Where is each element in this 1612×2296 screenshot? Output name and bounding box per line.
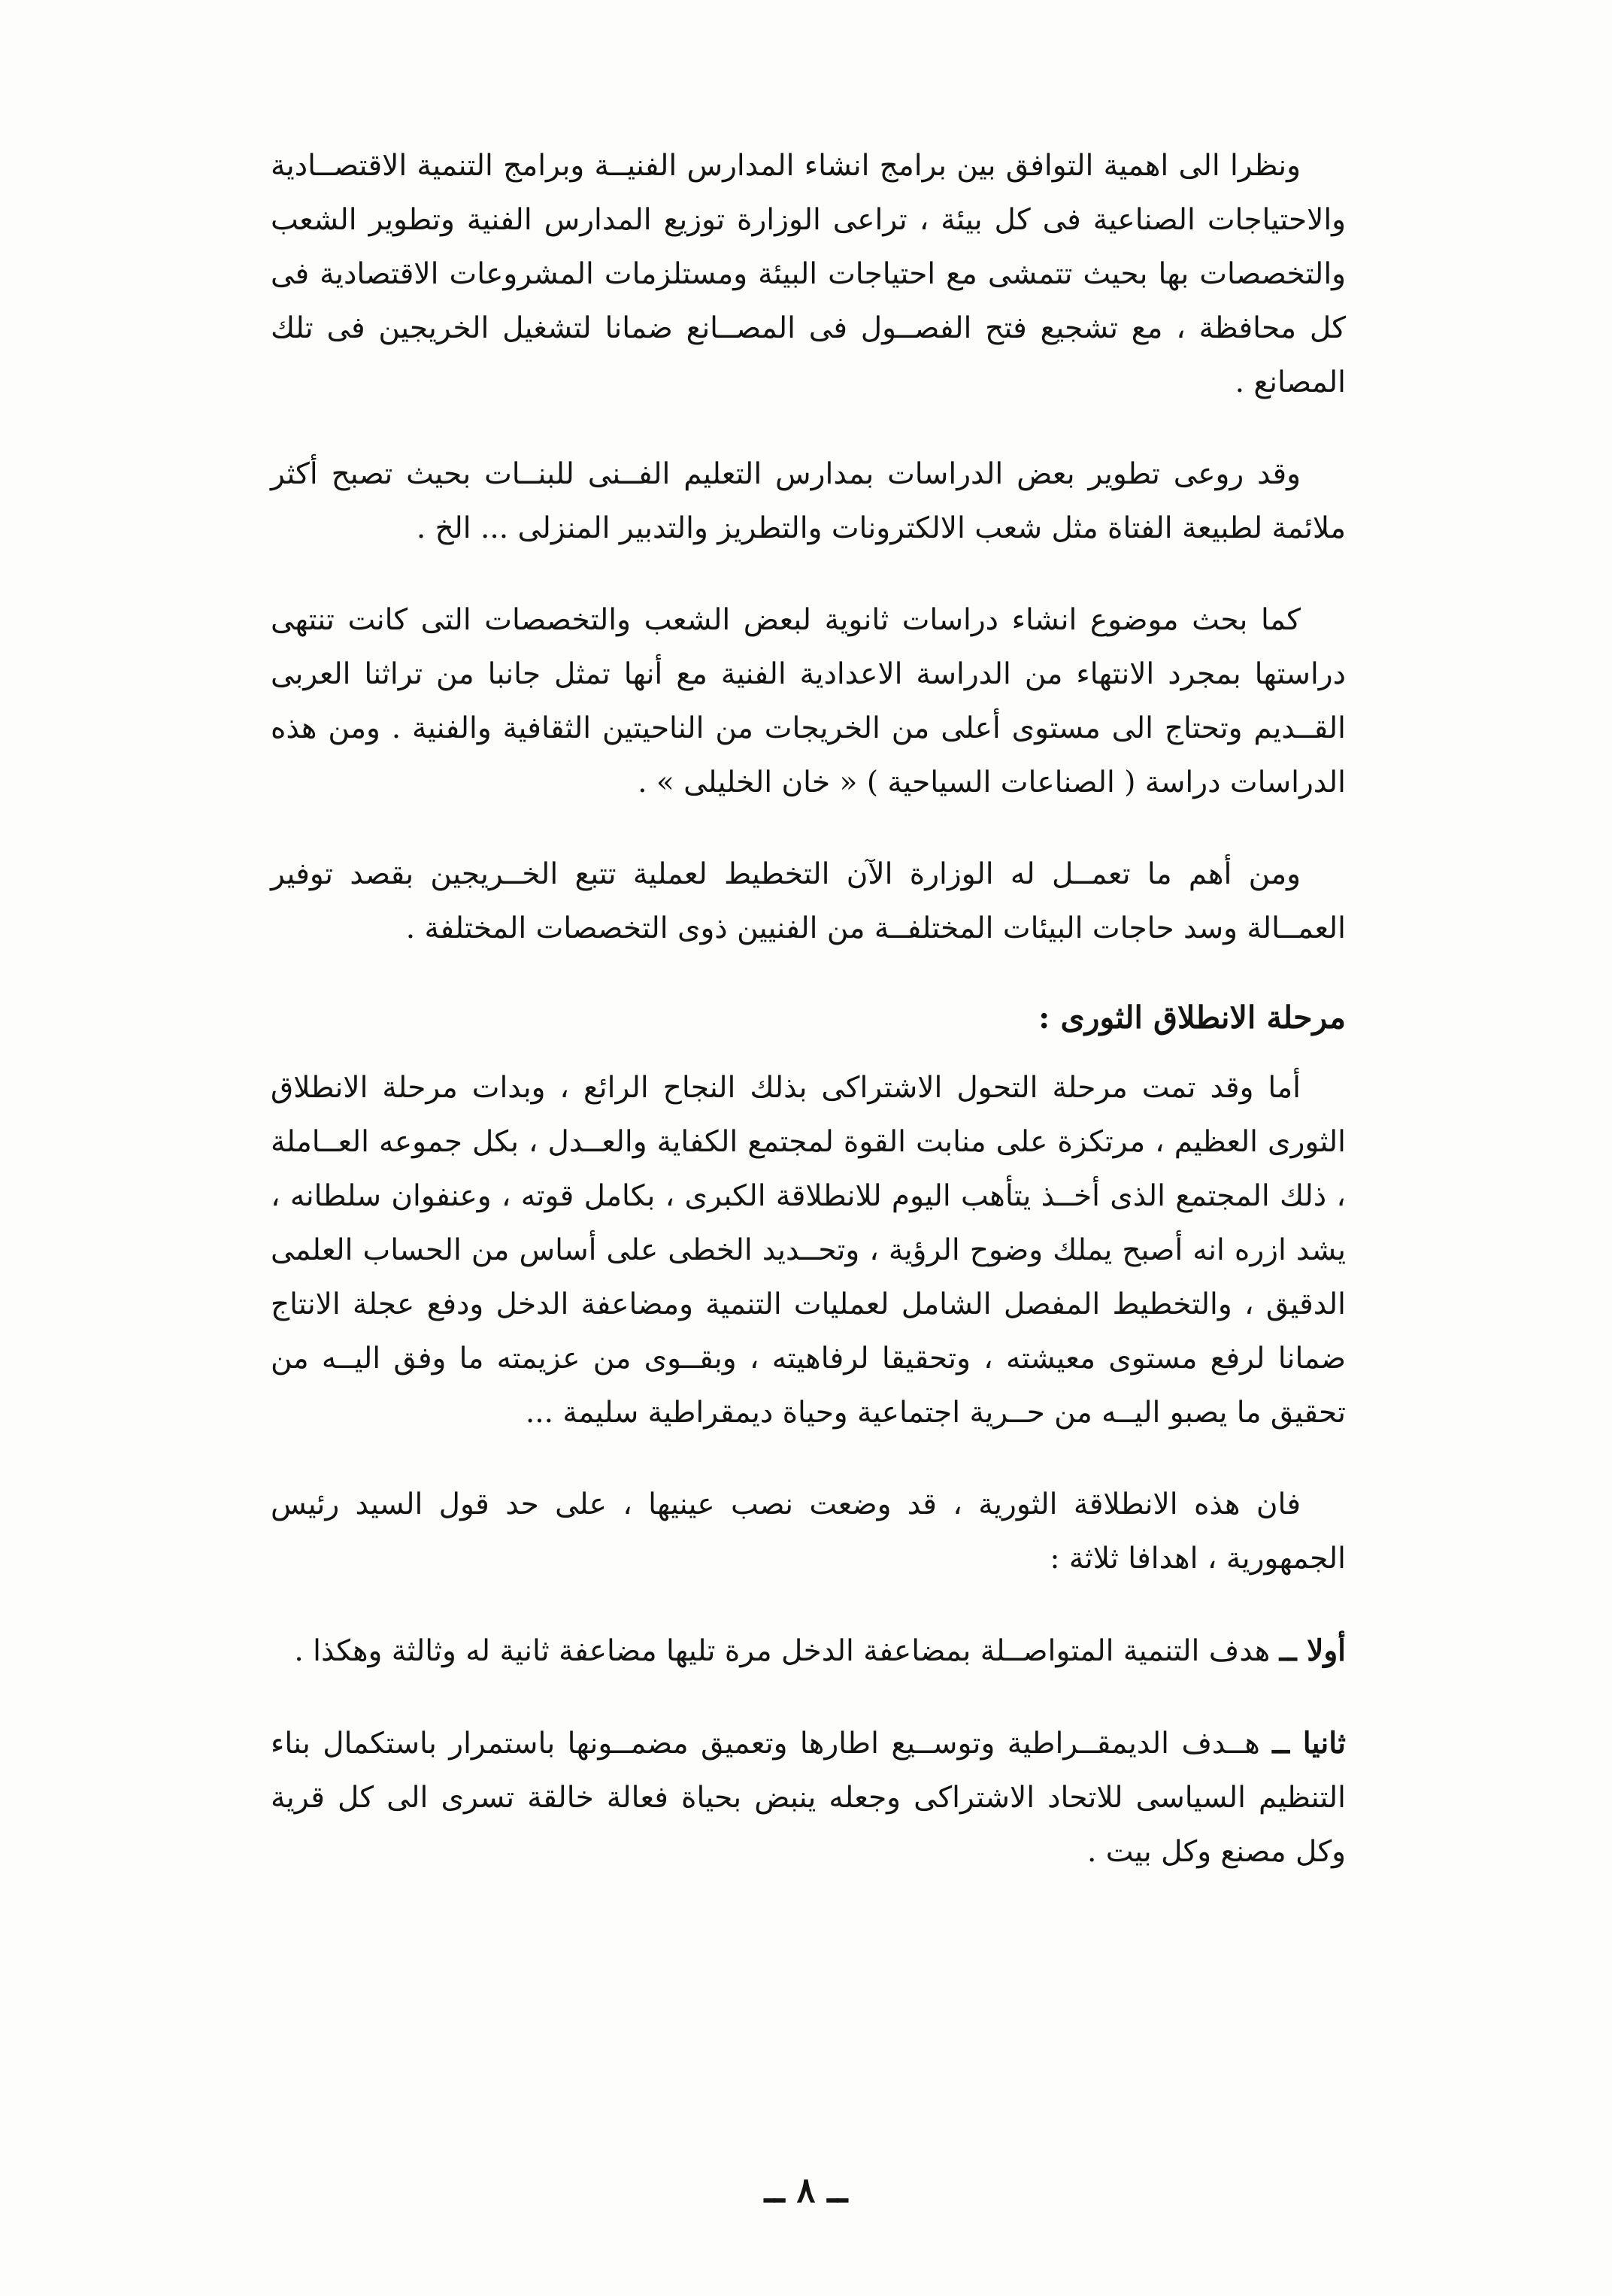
numbered-item-second [271,1716,1346,1879]
paragraph-girls-education: وقد روعى تطوير بعض الدراسات بمدارس التعليم الفــنى للبنــات بحيث تصبح أكثر ملائمة لطبيعة الفتاة مثل شعب الالكترونات والتطريز والتدبير المنزلى ... الخ . [271,457,1346,545]
page-number: ــ ٨ ــ [764,2170,848,2210]
numbered-item-label: أولا ــ [1279,1633,1346,1668]
numbered-item-text: هدف التنمية المتواصــلة بمضاعفة الدخل مرة تليها مضاعفة ثانية له وثالثة وهكذا . [294,1634,1271,1668]
section-heading: مرحلة الانطلاق الثورى : [1038,999,1346,1036]
numbered-item-text: هــدف الديمقــراطية وتوســيع اطارها وتعميق مضمــونها باستمرار باستكمال بناء التنظيم السياسى للاتحاد الاشتراكى وجعله ينبض بحياة فعالة خالقة تسرى الى كل قرية وكل مصنع وكل بيت . [271,1727,1346,1869]
numbered-item-first [271,1624,1346,1679]
paragraph-three-goals: فان هذه الانطلاقة الثورية ، قد وضعت نصب عينيها ، على حد قول السيد رئيس الجمهورية ، اهدافا ثلاثة : [271,1488,1346,1576]
paragraph-technical-schools: ونظرا الى اهمية التوافق بين برامج انشاء المدارس الفنيــة وبرامج التنمية الاقتصــادية والاحتياجات الصناعية فى كل بيئة ، تراعى الوزارة توزيع المدارس الفنية وتطوير الشعب والتخصصات بها بحيث تتمشى مع احتياجات البيئة ومستلزمات المشروعات الاقتصادية فى كل محافظة ، مع تشجيع فتح الفصــول فى المصــانع ضمانا لتشغيل الخريجين فى تلك المصانع . [271,149,1346,399]
numbered-item-label: ثانيا ــ [1272,1726,1346,1761]
page-body [271,139,1346,1917]
paragraph-secondary-studies: كما بحث موضوع انشاء دراسات ثانوية لبعض الشعب والتخصصات التى كانت تنتهى دراستها بمجرد الانتهاء من الدراسة الاعدادية الفنية مع أنها تمثل جانبا من تراثنا العربى القــديم وتحتاج الى مستوى أعلى من الخريجات من الناحيتين الثقافية والفنية . ومن هذه الدراسات دراسة ( الصناعات السياحية ) « خان الخليلى » . [271,603,1346,799]
paragraph-graduate-tracking: ومن أهم ما تعمــل له الوزارة الآن التخطيط لعملية تتبع الخــريجين بقصد توفير العمــالة وسد حاجات البيئات المختلفــة من الفنيين ذوى التخصصات المختلفة . [271,857,1346,945]
paragraph-revolutionary-launch: أما وقد تمت مرحلة التحول الاشتراكى بذلك النجاح الرائع ، وبدات مرحلة الانطلاق الثورى العظيم ، مرتكزة على منابت القوة لمجتمع الكفاية والعــدل ، بكل جموعه العــاملة ، ذلك المجتمع الذى أخــذ يتأهب اليوم للانطلاقة الكبرى ، بكامل قوته ، وعنفوان سلطانه ، يشد ازره انه أصبح يملك وضوح الرؤية ، وتحــديد الخطى على أساس من الحساب العلمى الدقيق ، والتخطيط المفصل الشامل لعمليات التنمية ومضاعفة الدخل ودفع عجلة الانتاج ضمانا لرفع مستوى معيشته ، وتحقيقا لرفاهيته ، وبقــوى من عزيمته ما وفق اليــه من تحقيق ما يصبو اليــه من حــرية اجتماعية وحياة ديمقراطية سليمة ... [271,1071,1346,1430]
